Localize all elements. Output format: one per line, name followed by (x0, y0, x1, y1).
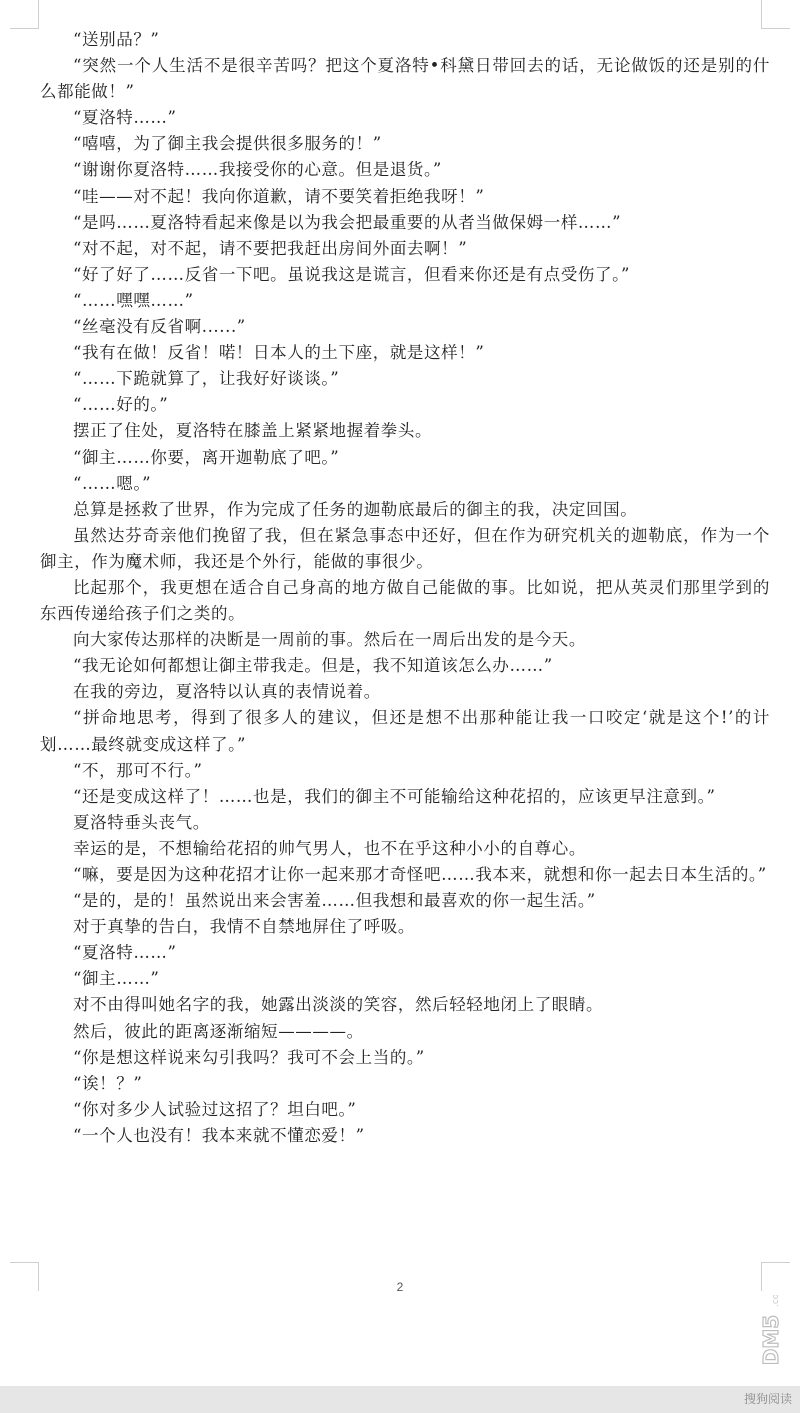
paragraph: “是吗……夏洛特看起来像是以为我会把最重要的从者当做保姆一样……” (73, 212, 622, 232)
paragraph: “不，那可不行。” (73, 760, 203, 780)
paragraph: “一个人也没有！我本来就不懂恋爱！” (73, 1125, 365, 1145)
paragraph: “夏洛特……” (73, 108, 177, 128)
paragraph: “还是变成这样了！……也是，我们的御主不可能输给这种花招的，应该更早注意到。” (73, 786, 716, 806)
paragraph: “我无论如何都想让御主带我走。但是，我不知道该怎么办……” (73, 656, 553, 676)
svg-text:DM5: DM5 (759, 1314, 783, 1366)
paragraph: “嘛，要是因为这种花招才让你一起来那才奇怪吧……我本来，就想和你一起去日本生活的。” (73, 865, 767, 884)
paragraph: “……嘿嘿……” (73, 290, 194, 310)
sogou-watermark-text: 搜狗阅读 (743, 1392, 792, 1406)
dm5-watermark-logo (754, 1295, 788, 1385)
paragraph: 然后，彼此的距离逐渐缩短————。 (73, 1021, 364, 1041)
paragraph: 幸运的是，不想输给花招的帅气男人，也不在乎这种小小的自尊心。 (73, 838, 586, 858)
paragraph: “嘻嘻，为了御主我会提供很多服务的！” (73, 134, 382, 154)
crop-mark-top-right (761, 0, 790, 29)
paragraph: “……嗯。” (73, 473, 152, 493)
paragraph: 虽然达芬奇亲他们挽留了我，但在紧急事态中还好，但在作为研究机关的迦勒底，作为一个御主，作为魔术师，我还是个外行，能做的事很少。 (40, 525, 770, 571)
paragraph: “我有在做！反省！喏！日本人的土下座，就是这样！” (73, 343, 485, 363)
paragraph: “谢谢你夏洛特……我接受你的心意。但是退货。” (73, 160, 442, 180)
paragraph: “拼命地思考，得到了很多人的建议，但还是想不出那种能让我一口咬定‘就是这个!’的计划……最终就变成这样了。” (40, 708, 770, 754)
paragraph: “送别品？” (73, 30, 160, 49)
paragraph: “好了好了……反省一下吧。虽说我这是谎言，但看来你还是有点受伤了。” (73, 264, 631, 284)
paragraph: 摆正了住处，夏洛特在膝盖上紧紧地握着拳头。 (73, 421, 433, 441)
crop-mark-top-left (10, 0, 39, 29)
svg-text:.com: .com (771, 1295, 781, 1307)
paragraph: “哇——对不起！我向你道歉，请不要笑着拒绝我呀！” (73, 186, 485, 206)
paragraph: 在我的旁边，夏洛特以认真的表情说着。 (73, 682, 381, 702)
paragraph: 比起那个，我更想在适合自己身高的地方做自己能做的事。比如说，把从英灵们那里学到的东西传递给孩子们之类的。 (40, 577, 770, 624)
paragraph: “诶！？” (73, 1073, 143, 1093)
paragraph: 对于真挚的告白，我情不自禁地屏住了呼吸。 (73, 917, 415, 937)
paragraph: “御主……” (73, 969, 160, 989)
paragraph: 向大家传达那样的决断是一周前的事。然后在一周后出发的是今天。 (73, 630, 586, 650)
paragraph: “对不起，对不起，请不要把我赶出房间外面去啊！” (73, 238, 468, 258)
paragraph: 夏洛特垂头丧气。 (73, 812, 210, 832)
paragraph: “你是想这样说来勾引我吗？我可不会上当的。” (73, 1047, 425, 1067)
bottom-bar (0, 1386, 800, 1413)
body-text (40, 27, 770, 1149)
paragraph: “是的，是的！虽然说出来会害羞……但我想和最喜欢的你一起生活。” (73, 891, 596, 911)
paragraph: “突然一个人生活不是很辛苦吗？把这个夏洛特•科黛日带回去的话，无论做饭的还是别的什么都能做！” (40, 56, 770, 102)
paragraph: “……下跪就算了，让我好好谈谈。” (73, 369, 340, 389)
page-number: 2 (396, 1280, 404, 1294)
paragraph: “夏洛特……” (73, 943, 177, 963)
paragraph: “你对多少人试验过这招了？坦白吧。” (73, 1099, 357, 1119)
paragraph: 总算是拯救了世界，作为完成了任务的迦勒底最后的御主的我，决定回国。 (73, 499, 638, 519)
paragraph: 对不由得叫她名字的我，她露出淡淡的笑容，然后轻轻地闭上了眼睛。 (73, 995, 604, 1015)
paragraph: “丝毫没有反省啊......” (73, 317, 246, 337)
paragraph: “御主……你要，离开迦勒底了吧。” (73, 447, 340, 467)
paragraph: “……好的。” (73, 395, 169, 415)
